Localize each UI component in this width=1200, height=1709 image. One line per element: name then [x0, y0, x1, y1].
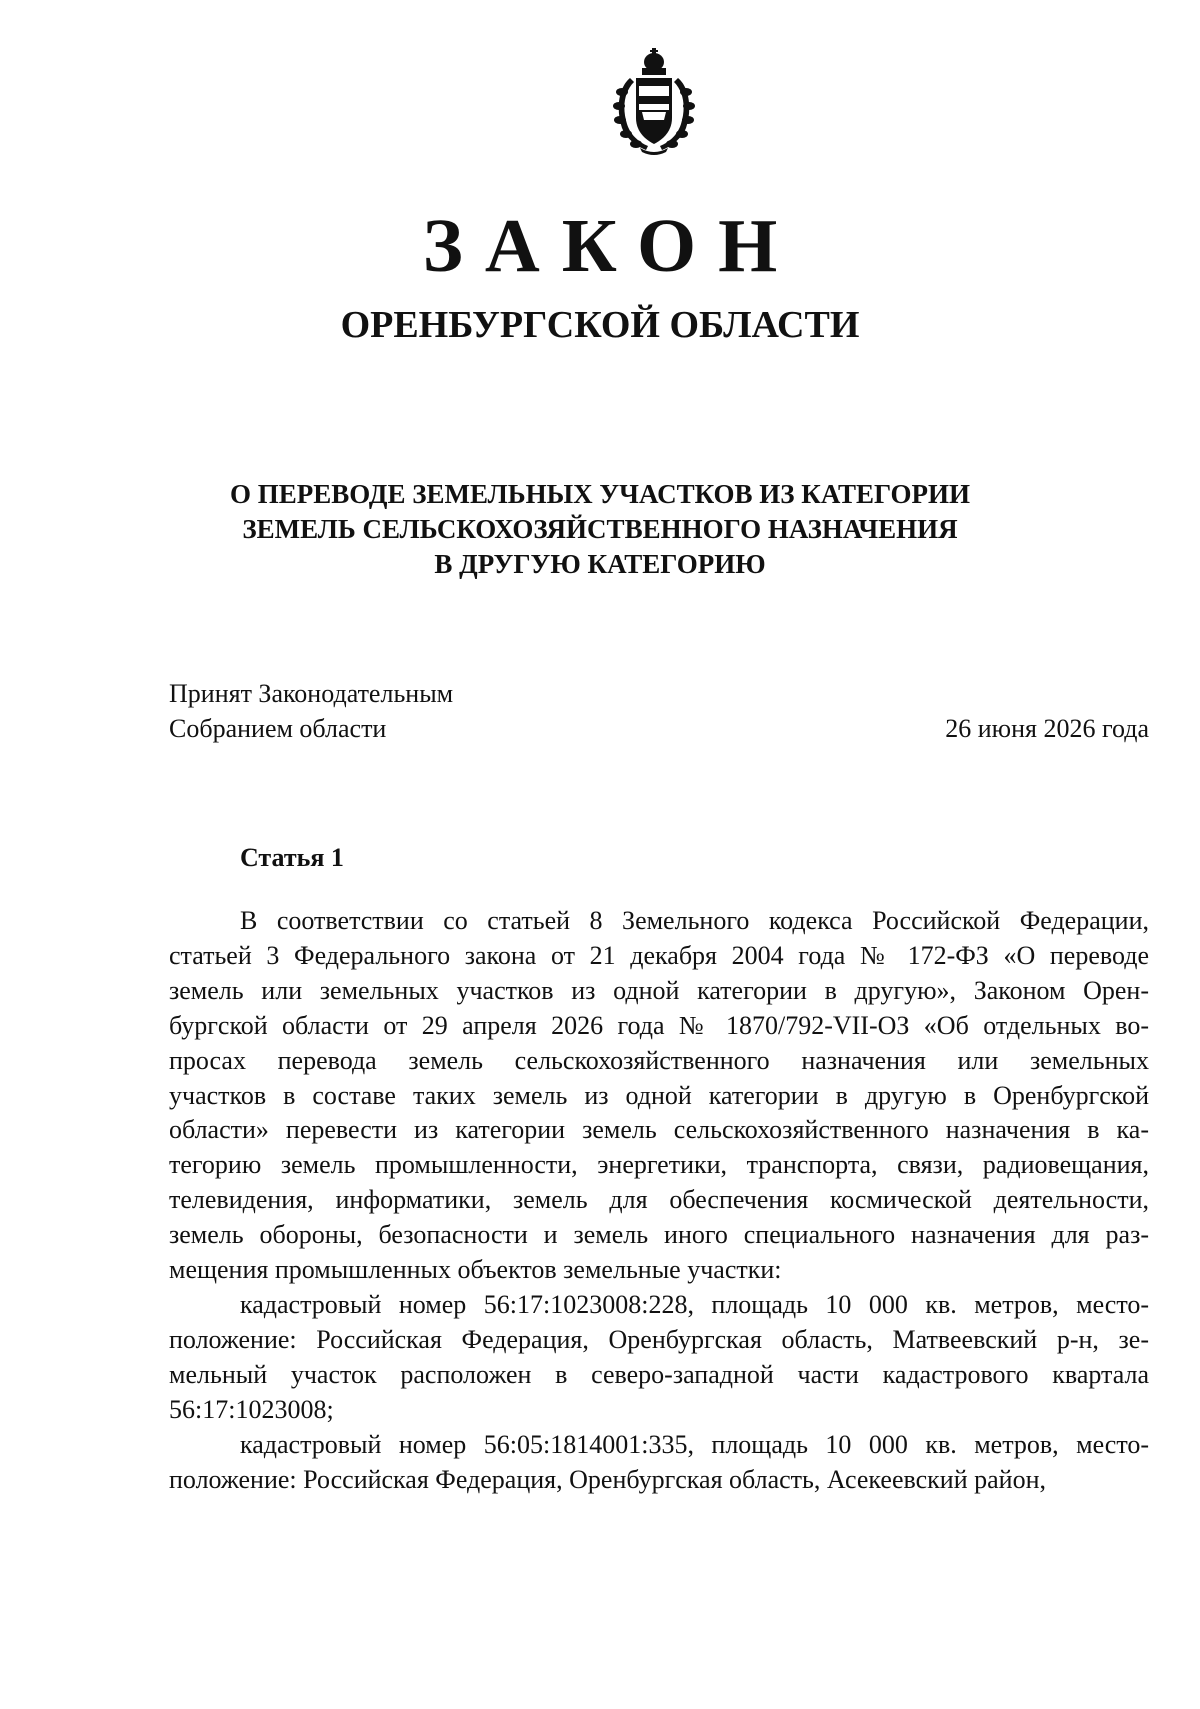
text-line: земель обороны, безопасности и земель иного специального назначения для раз-	[169, 1220, 1149, 1250]
text-line: области» перевести из категории земель сельскохозяйственного назначения в ка-	[169, 1115, 1149, 1145]
article-heading: Статья 1	[240, 843, 344, 872]
coat-of-arms-icon	[612, 48, 696, 156]
text-line: 56:17:1023008;	[169, 1394, 334, 1424]
text-line: тегорию земель промышленности, энергетики, транспорта, связи, радиовещания,	[169, 1150, 1149, 1180]
law-title-line: О ПЕРЕВОДЕ ЗЕМЕЛЬНЫХ УЧАСТКОВ ИЗ КАТЕГОРИИ	[229, 479, 971, 509]
text-line: кадастровый номер 56:17:1023008:228, площадь 10 000 кв. метров, место-	[240, 1289, 1149, 1319]
text-line: положение: Российская Федерация, Оренбургская область, Асекеевский район,	[169, 1464, 1046, 1494]
text-line: мещения промышленных объектов земельные участки:	[169, 1255, 782, 1285]
adoption-line: Собранием области	[169, 714, 387, 743]
text-line: бургской области от 29 апреля 2026 года № 1870/792-VII-ОЗ «Об отдельных во-	[169, 1010, 1149, 1040]
text-line: просах перевода земель сельскохозяйственного назначения или земельных	[169, 1045, 1149, 1075]
text-line: кадастровый номер 56:05:1814001:335, площадь 10 000 кв. метров, место-	[240, 1429, 1149, 1459]
text-line: телевидения, информатики, земель для обеспечения космической деятельности,	[169, 1185, 1149, 1215]
text-line: положение: Российская Федерация, Оренбургская область, Матвеевский р-н, зе-	[169, 1324, 1149, 1354]
document-region: ОРЕНБУРГСКОЙ ОБЛАСТИ	[340, 304, 860, 346]
text-line: участков в составе таких земель из одной категории в другую в Оренбургской	[169, 1080, 1149, 1110]
text-line: земель или земельных участков из одной категории в другую», Законом Орен-	[169, 975, 1149, 1005]
document-title: ЗАКОН	[422, 204, 800, 288]
law-title-line: В ДРУГУЮ КАТЕГОРИЮ	[434, 549, 766, 579]
adoption-note	[169, 676, 453, 746]
law-title-line: ЗЕМЕЛЬ СЕЛЬСКОХОЗЯЙСТВЕННОГО НАЗНАЧЕНИЯ	[242, 514, 958, 544]
adoption-line: Принят Законодательным	[169, 679, 454, 708]
law-title	[0, 477, 1200, 582]
article-body	[169, 904, 1149, 1497]
adoption-date: 26 июня 2026 года	[945, 714, 1149, 743]
text-line: статьей 3 Федерального закона от 21 декабря 2004 года № 172-ФЗ «О переводе	[169, 940, 1149, 970]
text-line: В соответствии со статьей 8 Земельного кодекса Российской Федерации,	[240, 906, 1149, 935]
text-line: мельный участок расположен в северо-западной части кадастрового квартала	[169, 1359, 1149, 1389]
